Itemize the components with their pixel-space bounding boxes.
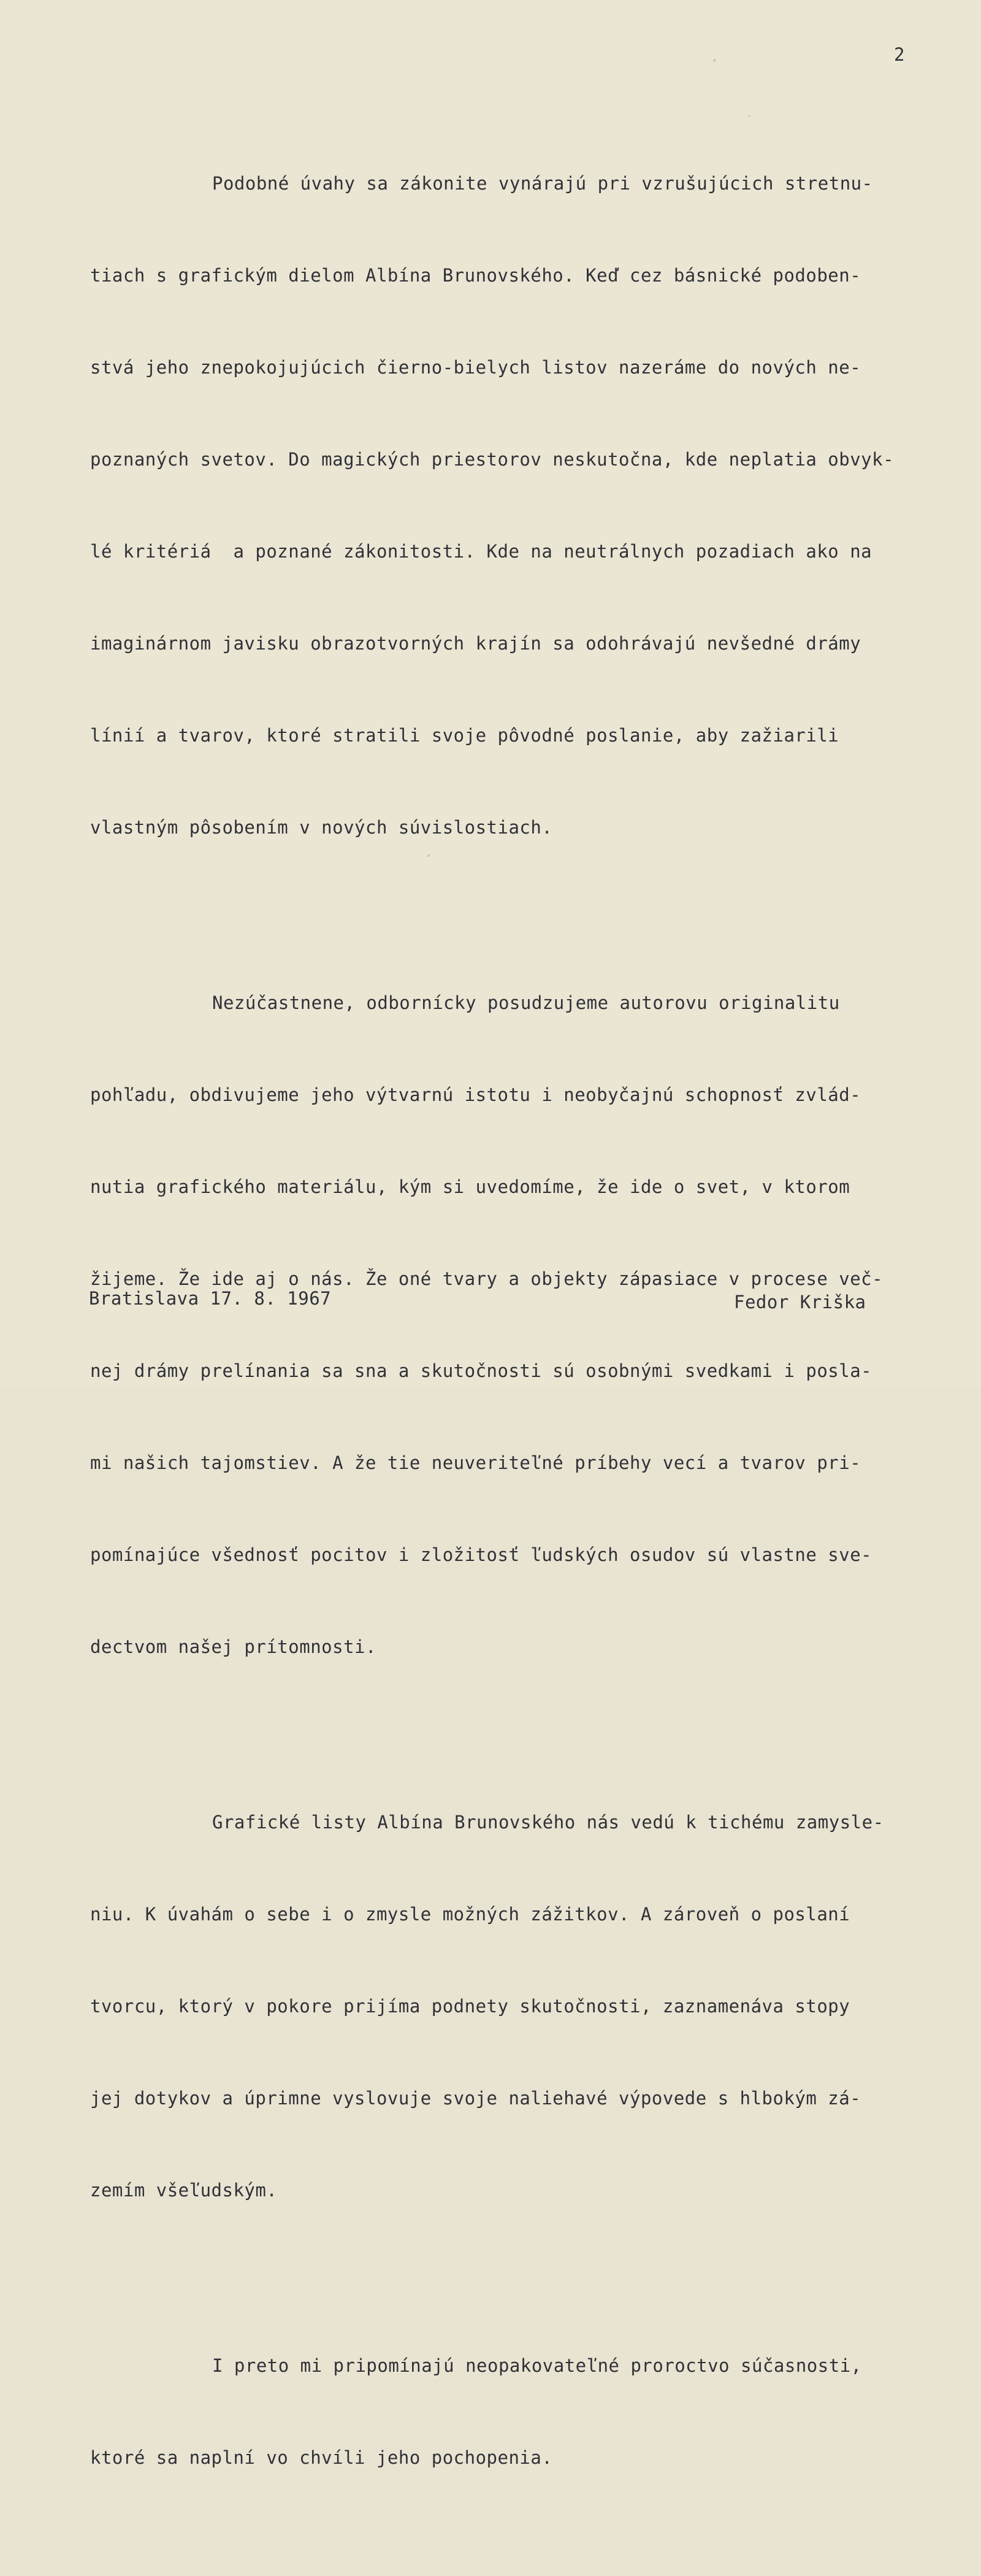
text-line: línií a tvarov, ktoré stratili svoje pôvodné poslanie, aby zažiarili <box>90 725 839 746</box>
text-line: poznaných svetov. Do magických priestorov neskutočna, kde neplatia obvyk- <box>90 449 895 470</box>
text-line: nutia grafického materiálu, kým si uvedomíme, že ide o svet, v ktorom <box>90 1176 850 1197</box>
text-line: imaginárnom javisku obrazotvorných krajín sa odohrávajú nevšedné drámy <box>90 633 861 654</box>
text-line: ktoré sa naplní vo chvíli jeho pochopenia. <box>90 2447 553 2468</box>
text-line: nej drámy prelínania sa sna a skutočnosti sú osobnými svedkami i posla- <box>90 1360 872 1381</box>
page-number: 2 <box>894 44 905 65</box>
paragraph <box>90 126 955 904</box>
text-line: dectvom našej prítomnosti. <box>90 1636 376 1657</box>
text-line: lé kritériá a poznané zákonitosti. Kde na neutrálnych pozadiach ako na <box>90 541 872 562</box>
text-line: tiach s grafickým dielom Albína Brunovského. Keď cez básnické podoben- <box>90 265 861 286</box>
body-text <box>90 85 955 2576</box>
author-name: Fedor Kriška <box>734 1292 866 1313</box>
text-line: Nezúčastnene, odbornícky posudzujeme autorovu originalitu <box>212 992 840 1013</box>
paragraph <box>90 2309 955 2534</box>
text-line: Grafické listy Albína Brunovského nás vedú k tichému zamysle- <box>212 1812 884 1833</box>
text-line: jej dotykov a úprimne vyslovuje svoje naliehavé výpovede s hlbokým zá- <box>90 2088 861 2109</box>
text-line: pomínajúce všednosť pocitov i zložitosť ľudských osudov sú vlastne sve- <box>90 1544 872 1565</box>
text-line: vlastným pôsobením v nových súvislostiach. <box>90 817 553 838</box>
text-line: Podobné úvahy sa zákonite vynárajú pri vzrušujúcich stretnu- <box>212 173 873 194</box>
text-line: I preto mi pripomínajú neopakovateľné proroctvo súčasnosti, <box>212 2355 862 2376</box>
text-line: stvá jeho znepokojujúcich čierno-bielych listov nazeráme do nových ne- <box>90 357 861 378</box>
text-line: zemím všeľudským. <box>90 2180 278 2201</box>
place-date: Bratislava 17. 8. 1967 <box>89 1288 332 1309</box>
text-line: niu. K úvahám o sebe i o zmysle možných zážitkov. A zároveň o poslaní <box>90 1904 850 1925</box>
text-line: pohľadu, obdivujeme jeho výtvarnú istotu i neobyčajnú schopnosť zvlád- <box>90 1084 861 1105</box>
paper-speck <box>713 59 716 62</box>
paragraph <box>90 946 955 1723</box>
paragraph <box>90 1765 955 2267</box>
text-line: tvorcu, ktorý v pokore prijíma podnety skutočnosti, zaznamenáva stopy <box>90 1996 850 2017</box>
text-line: mi našich tajomstiev. A že tie neuveriteľné príbehy vecí a tvarov pri- <box>90 1452 861 1473</box>
text-line: žijeme. Že ide aj o nás. Že oné tvary a objekty zápasiace v procese več- <box>90 1268 884 1289</box>
